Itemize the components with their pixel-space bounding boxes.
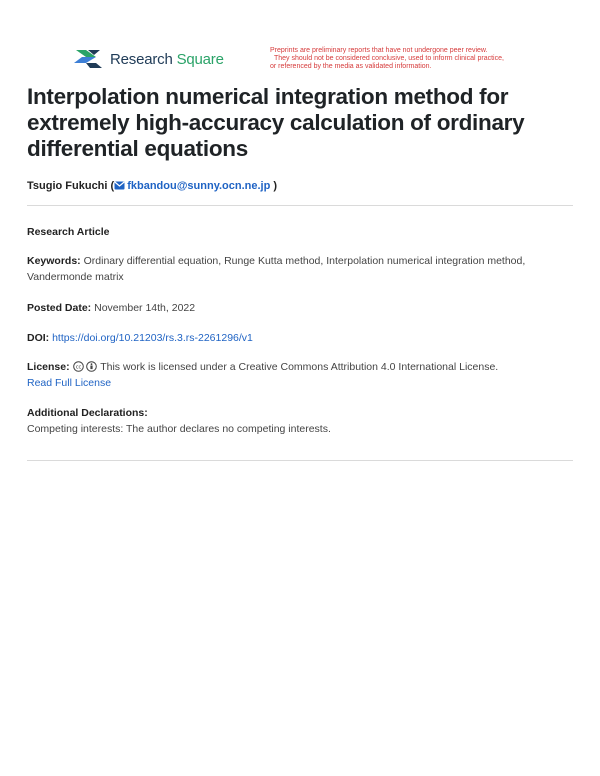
doi: DOI: https://doi.org/10.21203/rs.3.rs-2261296/v1 [27, 332, 253, 344]
doi-link[interactable]: https://doi.org/10.21203/rs.3.rs-2261296/v1 [52, 332, 253, 344]
author-email-link[interactable]: fkbandou@sunny.ocn.ne.jp [127, 180, 271, 192]
keywords: Keywords: Ordinary differential equation, Runge Kutta method, Interpolation numerical integration method, Vandermonde matrix [27, 255, 526, 283]
svg-text:cc: cc [75, 364, 81, 371]
logo-wordmark: Research Square [110, 50, 224, 68]
license: License: cc This work is licensed under a Creative Commons Attribution 4.0 International License. Read Full License [27, 361, 499, 389]
paper-title: Interpolation numerical integration method for extremely high-accuracy calculation of ordinary differential equations [27, 84, 525, 161]
article-type: Research Article [27, 226, 110, 238]
envelope-icon [114, 181, 125, 190]
author-name: Tsugio Fukuchi [27, 180, 108, 192]
divider-top [27, 205, 573, 206]
header [0, 0, 600, 80]
logo-mark-icon [74, 48, 104, 70]
cc-by-icon [86, 361, 97, 372]
cc-icon [73, 361, 84, 372]
research-square-logo[interactable] [74, 48, 224, 70]
read-full-license-link[interactable]: Read Full License [27, 377, 112, 389]
additional-declarations: Additional Declarations: Competing interests: The author declares no competing interests. [27, 407, 331, 435]
posted-date: Posted Date: November 14th, 2022 [27, 302, 196, 314]
author-line: Tsugio Fukuchi ( fkbandou@sunny.ocn.ne.jp ) [27, 180, 278, 192]
divider-bottom [27, 460, 573, 461]
preprint-disclaimer: Preprints are preliminary reports that have not undergone peer review. They should not be considered conclusive, used to inform clinical practice, or referenced by the media as validated information. [270, 47, 504, 70]
